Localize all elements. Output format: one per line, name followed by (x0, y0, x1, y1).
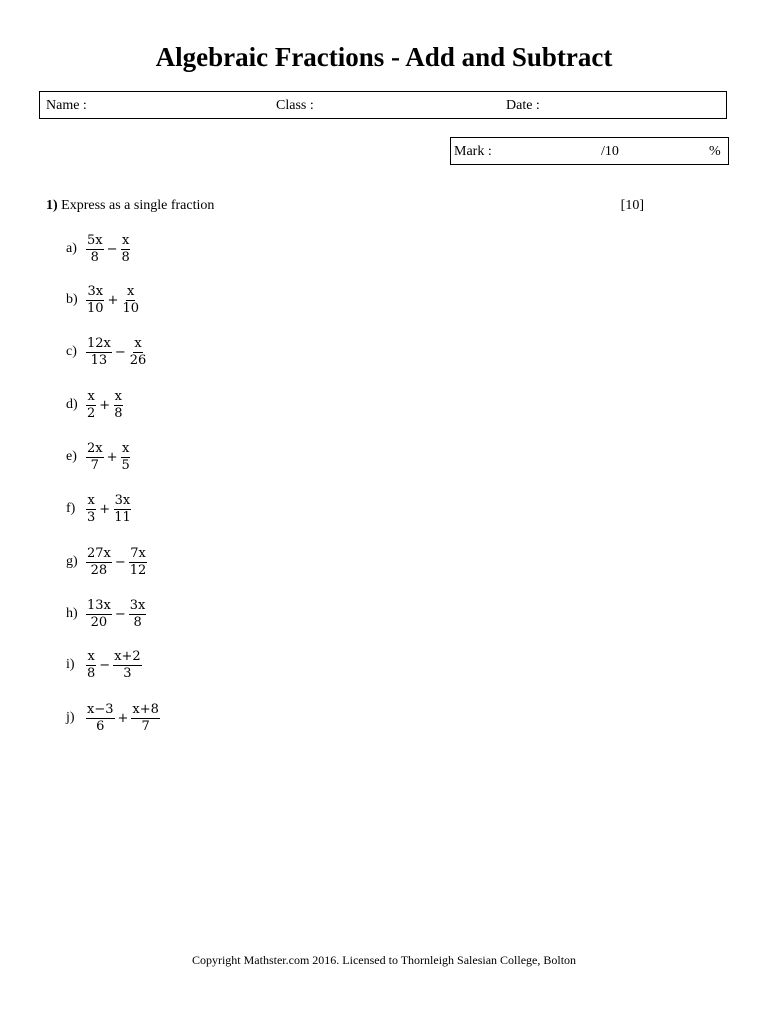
denominator: 11 (114, 509, 131, 525)
fraction-right (127, 546, 150, 579)
name-label: Name : (46, 98, 87, 113)
fraction-right (111, 493, 134, 526)
denominator: 6 (96, 718, 105, 734)
denominator: 8 (114, 405, 123, 421)
question-text: Express as a single fraction (61, 198, 215, 213)
numerator: 3x (129, 597, 146, 613)
denominator: 20 (90, 614, 108, 630)
denominator: 8 (133, 614, 142, 630)
denominator: 2 (87, 405, 96, 421)
item-label: h) (66, 606, 78, 621)
denominator: 8 (90, 249, 99, 265)
fraction-expression (84, 332, 149, 372)
question-number: 1) (46, 198, 58, 213)
item-label: d) (66, 397, 78, 412)
denominator: 7 (141, 718, 150, 734)
fraction-expression (84, 385, 125, 425)
numerator: x (127, 283, 135, 299)
numerator: x (121, 232, 130, 248)
numerator: x (134, 335, 142, 351)
numerator: x−3 (87, 701, 114, 717)
fraction-right (119, 284, 142, 317)
fraction-right (119, 441, 133, 474)
mark-box (450, 137, 729, 165)
fraction-left (84, 493, 98, 526)
fraction-right (111, 389, 125, 422)
denominator: 8 (121, 249, 130, 265)
operator: + (107, 292, 119, 308)
operator: + (106, 449, 118, 465)
denominator: 3 (123, 665, 132, 681)
question-marks: [10] (620, 198, 644, 213)
item-label: b) (66, 292, 78, 307)
fraction-right (127, 598, 149, 631)
fraction-left (84, 233, 106, 266)
fraction-right (111, 649, 144, 682)
operator: − (114, 554, 126, 570)
item-label: c) (66, 344, 77, 359)
denominator: 10 (122, 300, 139, 316)
fraction-right (129, 702, 162, 735)
fraction-left (84, 649, 98, 682)
fraction-left (84, 441, 106, 474)
question-header (46, 198, 646, 214)
item-label: i) (66, 657, 75, 672)
fraction-left (84, 546, 114, 579)
copyright-footer: Copyright Mathster.com 2016. Licensed to Thornleigh Salesian College, Bolton (191, 953, 577, 967)
fraction-expression (84, 698, 162, 738)
date-label: Date : (506, 98, 540, 113)
item-label: g) (66, 554, 78, 569)
denominator: 26 (129, 352, 147, 368)
numerator: 7x (130, 545, 146, 561)
fraction-left (84, 284, 107, 317)
denominator: 8 (87, 665, 96, 681)
class-label: Class : (276, 98, 314, 113)
page-title: Algebraic Fractions - Add and Subtract (155, 42, 613, 72)
numerator: 3x (87, 283, 104, 299)
operator: + (99, 501, 111, 517)
fraction-expression (84, 645, 144, 685)
numerator: 27x (87, 545, 111, 561)
fraction-expression (84, 280, 142, 320)
denominator: 7 (90, 457, 99, 473)
numerator: x (114, 388, 122, 404)
fraction-expression (84, 437, 133, 477)
operator: + (117, 710, 129, 726)
numerator: x (87, 388, 95, 404)
item-label: a) (66, 241, 77, 256)
denominator: 12 (129, 562, 147, 578)
operator: − (106, 241, 118, 257)
numerator: 5x (87, 232, 103, 248)
fraction-right (119, 233, 133, 266)
item-label: f) (66, 501, 76, 516)
numerator: 2x (87, 440, 103, 456)
fraction-expression (84, 594, 148, 634)
numerator: x (121, 440, 130, 456)
fraction-left (84, 702, 117, 735)
item-label: j) (66, 710, 75, 725)
operator: + (99, 397, 111, 413)
fraction-expression (84, 229, 133, 269)
numerator: 12x (87, 335, 111, 351)
denominator: 10 (87, 300, 104, 316)
student-info-box (39, 91, 727, 119)
mark-out-of: /10 (601, 144, 619, 159)
fraction-left (84, 598, 114, 631)
denominator: 13 (90, 352, 108, 368)
mark-label: Mark : (454, 144, 492, 159)
numerator: x (87, 648, 95, 664)
fraction-expression (84, 542, 149, 582)
fraction-left (84, 389, 98, 422)
numerator: x+8 (132, 701, 159, 717)
denominator: 5 (121, 457, 130, 473)
denominator: 3 (87, 509, 96, 525)
operator: − (114, 344, 126, 360)
numerator: 3x (114, 492, 131, 508)
fraction-right (127, 336, 150, 369)
denominator: 28 (90, 562, 108, 578)
numerator: x+2 (114, 648, 141, 664)
numerator: x (87, 492, 95, 508)
fraction-expression (84, 489, 134, 529)
operator: − (114, 606, 126, 622)
item-label: e) (66, 449, 77, 464)
operator: − (99, 657, 111, 673)
fraction-left (84, 336, 114, 369)
numerator: 13x (87, 597, 111, 613)
mark-percent: % (709, 144, 721, 159)
